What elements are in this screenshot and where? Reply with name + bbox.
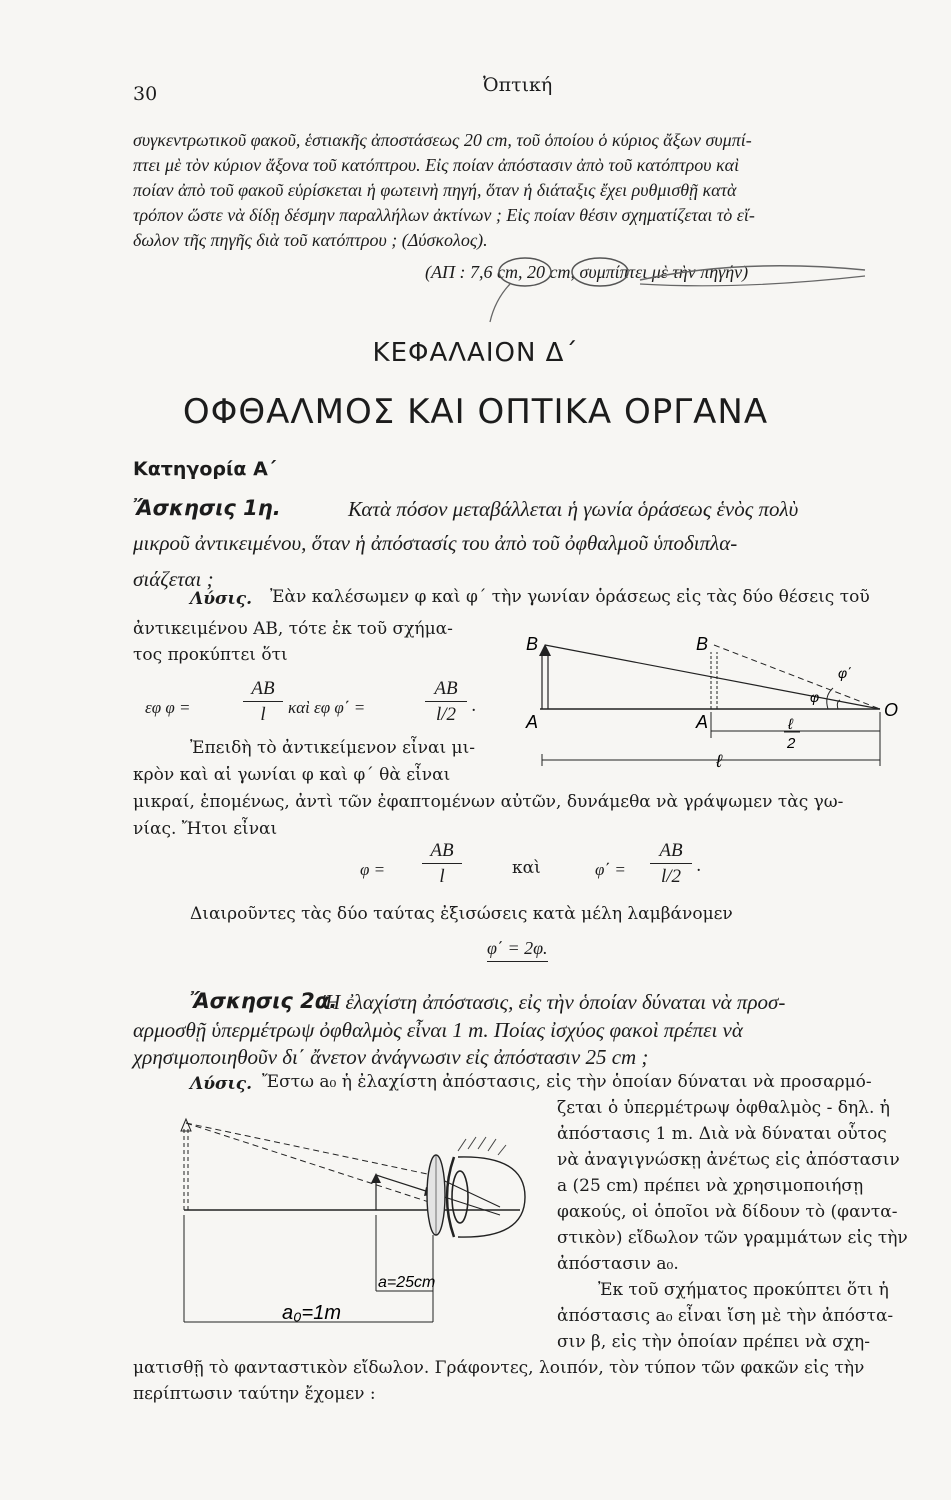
text-line: στικὸν) εἴδωλον τῶν γραμμάτων εἰς τὴν	[557, 1228, 908, 1248]
label-a: A	[526, 712, 539, 732]
text-line: Διαιροῦντες τὰς δύο ταύτας ἐξισώσεις κατὰ μέλη λαμβάνομεν	[190, 904, 733, 924]
text-line: ματισθῇ τὸ φανταστικὸν εἴδωλον. Γράφοντες, λοιπόν, τὸν τύπον τῶν φακῶν εἰς τὴν	[133, 1358, 865, 1378]
text-line: a (25 cm) πρέπει νὰ χρησιμοποιήσῃ	[557, 1176, 864, 1196]
text-line: τος προκύπτει ὅτι	[133, 645, 288, 665]
text-line: Ἐὰν καλέσωμεν φ καὶ φ΄ τὴν γωνίαν ὁράσεως εἰς τὰς δύο θέσεις τοῦ	[270, 587, 870, 607]
text-line: συγκεντρωτικοῦ φακοῦ, ἑστιακῆς ἀποστάσεως 20 cm, τοῦ ὁποίου ὁ κύριος ἄξων συμπί-	[133, 130, 752, 150]
text-line: Ἐπειδὴ τὸ ἀντικείμενον εἶναι μι-	[190, 738, 475, 758]
text-line: ἀντικειμένου AB, τότε ἐκ τοῦ σχήμα-	[133, 619, 453, 639]
label-l: ℓ	[716, 751, 722, 771]
page-number: 30	[133, 83, 158, 105]
exercise1-heading: Ἄσκησις 1η.	[133, 496, 281, 520]
text-line: ἀπόστασιν a₀.	[557, 1254, 679, 1274]
label-phi-prime: φ΄	[838, 665, 852, 681]
exercise2-heading: Ἄσκησις 2α.	[190, 989, 338, 1013]
ray-from-b	[545, 645, 880, 709]
label-a-prime: A	[696, 712, 709, 732]
text-line: Ἐκ τοῦ σχήματος προκύπτει ὅτι ἡ	[598, 1280, 889, 1300]
label-b-prime: B	[696, 634, 709, 654]
text-line: νὰ ἀναγιγνώσκῃ ἀνέτως εἰς ἀπόστασιν	[557, 1150, 900, 1170]
figure-angle-of-vision	[520, 630, 920, 780]
ray-from-b-half	[714, 645, 880, 709]
category-heading: Κατηγορία Α΄	[133, 458, 277, 480]
text-line: Κατὰ πόσον μεταβάλλεται ἡ γωνία ὁράσεως ἑνὸς πολὺ	[348, 497, 799, 521]
figure-hypermetropia	[140, 1105, 540, 1340]
solution-label-2: Λύσις.	[190, 1074, 253, 1094]
handwritten-marks	[470, 250, 890, 330]
text-line: ἀπόστασις 1 m. Διὰ νὰ δύναται οὗτος	[557, 1124, 887, 1144]
text-line: Ἡ ἐλαχίστη ἀπόστασις, εἰς τὴν ὁποίαν δύναται νὰ προσ-	[323, 990, 786, 1014]
equation-2: φ = $\frac{AB}{l}$ καὶ φ΄ = $\frac{AB}{l/2}$ .	[360, 840, 702, 887]
label-a: a=25cm	[378, 1274, 436, 1291]
text-line: φακούς, οἱ ὁποῖοι νὰ δίδουν τὸ (φαντα-	[557, 1202, 898, 1222]
text-line: σιν β, εἰς τὴν ὁποίαν πρέπει νὰ σχη-	[557, 1332, 870, 1352]
label-l-half-num: ℓ	[788, 716, 793, 733]
text-line: ζεται ὁ ὑπερμέτρωψ ὀφθαλμὸς - δηλ. ἡ	[557, 1098, 890, 1118]
label-phi: φ	[810, 689, 820, 705]
text-line: μικροῦ ἀντικειμένου, ὅταν ἡ ἀπόστασίς του ἀπὸ τοῦ ὀφθαλμοῦ ὑποδιπλα-	[133, 531, 738, 555]
text-line: νίας. Ἤτοι εἶναι	[133, 819, 278, 839]
text-line: ποίαν ἀπὸ τοῦ φακοῦ εὑρίσκεται ἡ φωτεινὴ πηγή, ὅταν ἡ διάταξις ἔχει ρυθμισθῇ κατὰ	[133, 180, 737, 200]
answer: (ΑΠ : 7,6 cm, 20 cm, συμπίπτει μὲ τὴν πηγήν)	[425, 262, 749, 282]
equation-1: εφ φ = $\frac{AB}{l}$ καὶ εφ φ΄ = $\frac{AB}{l/2}$ .	[145, 678, 477, 725]
label-a0: a₀=1m	[282, 1302, 342, 1324]
text-line: τρόπον ὥστε νὰ δίδῃ δέσμην παραλλήλων ἀκτίνων ; Εἰς ποίαν θέσιν σχηματίζεται τὸ εἴ-	[133, 205, 755, 225]
text-line: πτει μὲ τὸν κύριον ἄξονα τοῦ κατόπτρου. Εἰς ποίαν ἀπόστασιν ἀπὸ τοῦ κατόπτρου καὶ	[133, 155, 740, 175]
text-line: ἀπόστασις a₀ εἶναι ἴση μὲ τὴν ἀπόστα-	[557, 1306, 894, 1326]
result: φ΄ = 2φ.	[487, 938, 548, 962]
text-line: σιάζεται ;	[133, 567, 214, 591]
solution-label: Λύσις.	[190, 589, 253, 609]
text-line: χρησιμοποιηθοῦν δι΄ ἄνετον ἀνάγνωσιν εἰς ἀπόστασιν 25 cm ;	[133, 1045, 649, 1069]
text-line: μικραί, ἑπομένως, ἀντὶ τῶν ἐφαπτομένων αὐτῶν, δυνάμεθα νὰ γράψωμεν τὰς γω-	[133, 792, 844, 812]
chapter-label: ΚΕΦΑΛΑΙΟΝ Δ΄	[372, 338, 579, 368]
text-line: Ἔστω a₀ ἡ ἐλαχίστη ἀπόστασις, εἰς τὴν ὁποίαν δύναται νὰ προσαρμό-	[262, 1072, 872, 1092]
text-line: αρμοσθῇ ὑπερμέτρωψ ὀφθαλμὸς εἶναι 1 m. Ποίας ἰσχύος φακοὶ πρέπει νὰ	[133, 1018, 743, 1042]
running-title: Ὀπτική	[483, 74, 553, 96]
text-line: περίπτωσιν ταύτην ἔχομεν :	[133, 1384, 376, 1404]
chapter-title: ΟΦΘΑΛΜΟΣ ΚΑΙ ΟΠΤΙΚΑ ΟΡΓΑΝΑ	[182, 392, 769, 432]
text-line: κρὸν καὶ αἱ γωνίαι φ καὶ φ΄ θὰ εἶναι	[133, 765, 451, 785]
label-l-half-den: 2	[787, 735, 796, 752]
label-o: O	[884, 700, 899, 720]
label-b: B	[526, 634, 539, 654]
text-line: δωλον τῆς πηγῆς διὰ τοῦ κατόπτρου ; (Δύσκολος).	[133, 230, 488, 250]
